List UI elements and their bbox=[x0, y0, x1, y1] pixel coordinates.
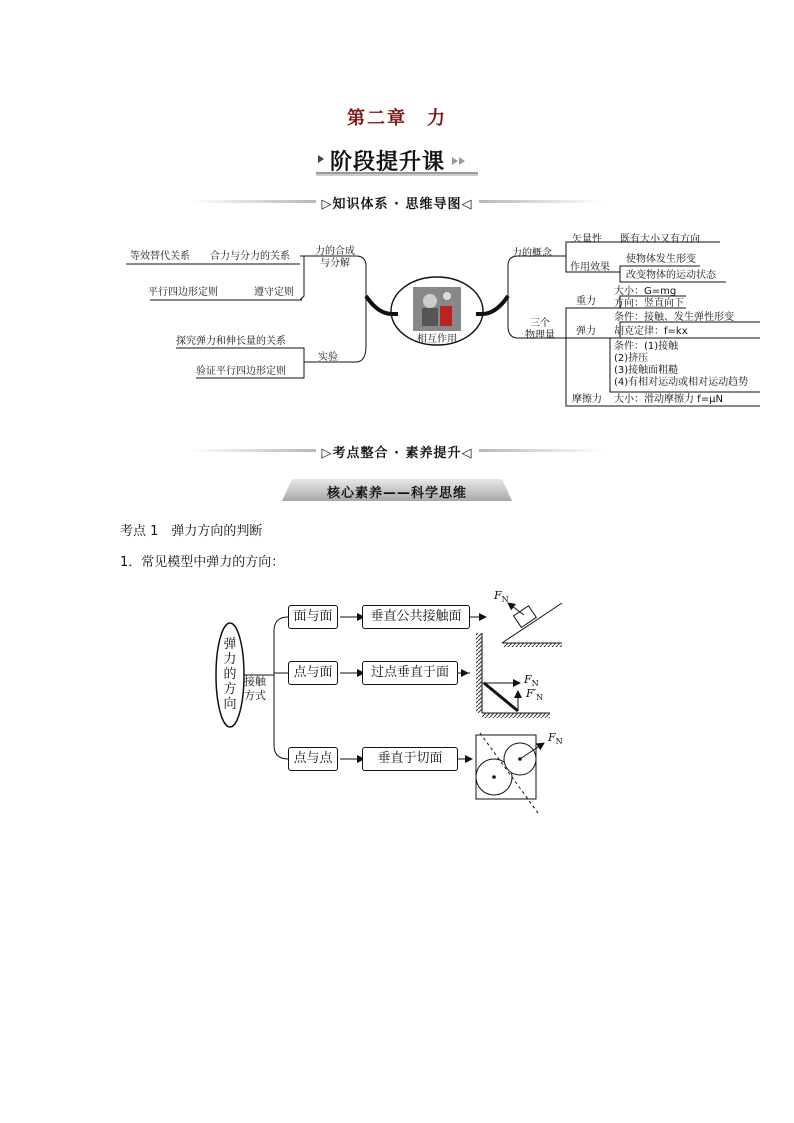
mind-map-center: 相互作用 bbox=[417, 334, 457, 345]
item1-text: 1．常见模型中弹力的方向： bbox=[120, 555, 285, 570]
rule-face-face: 垂直公共接触面 bbox=[362, 605, 470, 629]
elastic-direction-diagram bbox=[210, 585, 580, 815]
force-compose-node: 力的合成 与分解 bbox=[315, 246, 355, 269]
root-label: 弹 力 的 方 向 bbox=[223, 637, 237, 712]
resultant-node: 合力与分力的关系 bbox=[210, 251, 290, 262]
stage-title: 阶段提升课 bbox=[330, 150, 446, 175]
three-quantities-node: 三个 物理量 bbox=[525, 318, 555, 341]
experiment-node: 实验 bbox=[318, 352, 338, 363]
fn-label-3: $F_N$ bbox=[548, 731, 563, 747]
section-header-knowledge bbox=[190, 192, 604, 212]
vector-desc-node: 既有大小又有方向 bbox=[620, 234, 700, 245]
section2-title: ▷考点整合 · 素养提升◁ bbox=[316, 446, 479, 461]
force-concept-node: 力的概念 bbox=[512, 248, 552, 259]
friction-c4-node: (4)有相对运动或相对运动趋势 bbox=[614, 377, 749, 388]
elastic-node: 弹力 bbox=[576, 326, 596, 337]
hooke-node: 胡克定律：f=kx bbox=[614, 326, 688, 337]
type-point-point: 点与点 bbox=[288, 747, 338, 771]
friction-c3-node: (3)接触面粗糙 bbox=[614, 365, 679, 376]
mind-map bbox=[120, 226, 770, 416]
obey-node: 遵守定则 bbox=[254, 287, 294, 298]
stage-title-banner bbox=[312, 143, 482, 177]
vector-node: 矢量性 bbox=[572, 234, 602, 245]
core-banner bbox=[282, 479, 512, 501]
section1-title: ▷知识体系 · 思维导图◁ bbox=[316, 197, 479, 212]
verify-parallelogram-node: 验证平行四边形定则 bbox=[196, 366, 286, 377]
rule-point-point: 垂直于切面 bbox=[362, 747, 458, 771]
contact-way-label: 接触 方式 bbox=[244, 675, 266, 702]
core-banner-text: 核心素养——科学思维 bbox=[326, 486, 467, 501]
friction-size-node: 大小：滑动摩擦力 f=μN bbox=[614, 394, 723, 405]
fn-label-1: $F_N$ bbox=[494, 589, 509, 605]
parallelogram-node: 平行四边形定则 bbox=[148, 287, 218, 298]
gravity-dir-node: 方向：竖直向下 bbox=[614, 298, 684, 309]
type-point-face: 点与面 bbox=[288, 661, 338, 685]
effect2-node: 改变物体的运动状态 bbox=[626, 270, 716, 281]
point1-title: 考点 1 弹力方向的判断 bbox=[120, 524, 263, 539]
fn-label-2: $F_N$ bbox=[524, 673, 539, 689]
fn-prime-label: $F'_N$ bbox=[526, 687, 544, 703]
gravity-node: 重力 bbox=[576, 296, 596, 307]
elastic-cond-node: 条件：接触、发生弹性形变 bbox=[614, 312, 734, 323]
gravity-size-node: 大小：G=mg bbox=[614, 286, 677, 297]
explore-spring-node: 探究弹力和伸长量的关系 bbox=[176, 336, 286, 347]
effect-node: 作用效果 bbox=[570, 262, 610, 273]
section-header-exam bbox=[190, 441, 604, 461]
friction-cond-node: 条件：(1)接触 bbox=[614, 341, 679, 352]
effect1-node: 使物体发生形变 bbox=[626, 254, 696, 265]
rule-point-face: 过点垂直于面 bbox=[362, 661, 458, 685]
chapter-title: 第二章 力 bbox=[347, 108, 447, 129]
friction-c2-node: (2)挤压 bbox=[614, 353, 649, 364]
type-face-face: 面与面 bbox=[288, 605, 338, 629]
friction-node: 摩擦力 bbox=[572, 394, 602, 405]
equivalent-node: 等效替代关系 bbox=[130, 251, 190, 262]
